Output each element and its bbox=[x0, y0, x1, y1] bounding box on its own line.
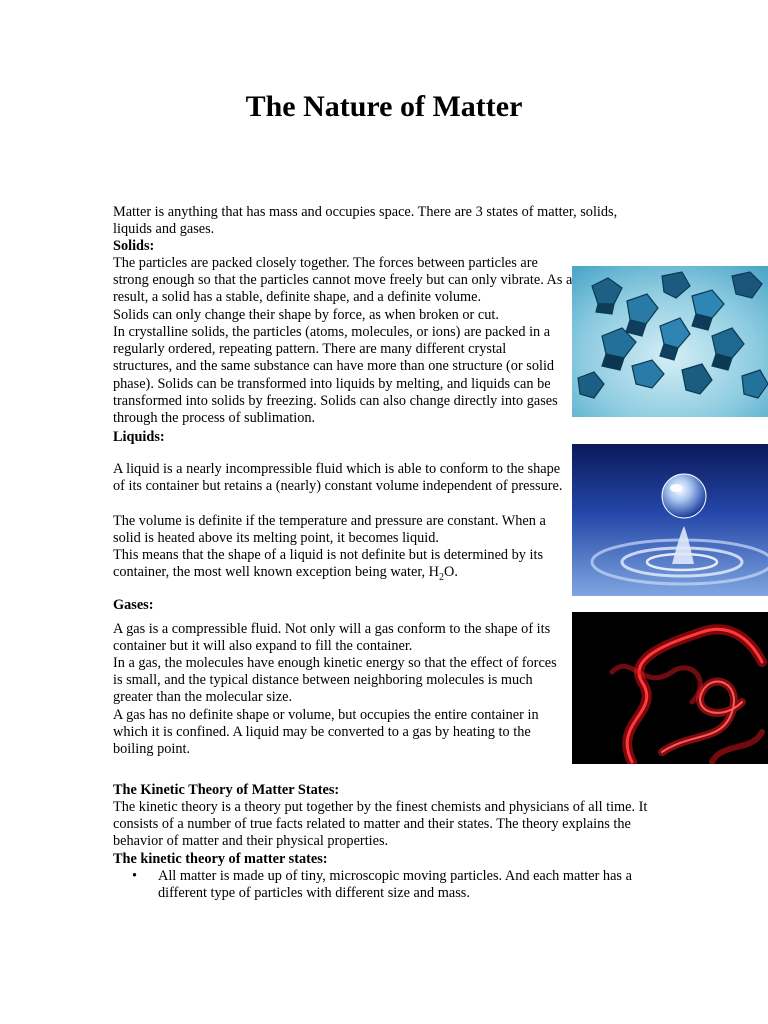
gases-paragraph-1: A gas is a compressible fluid. Not only will a gas conform to the shape of its container but it will also expand to fill the container. bbox=[113, 621, 551, 655]
red-smoke-photo bbox=[572, 612, 768, 764]
solids-paragraph-3: In crystalline solids, the particles (atoms, molecules, or ions) are packed in a regularly ordered, repeating pattern. There are many different crystal structures, and the same substance can have more than one structure (or solid phase). Solids can be transformed into liquids by melting, and liquids can be transformed into solids by freezing. Solids can also change directly into gases through the process of sublimation. bbox=[113, 324, 558, 427]
solids-paragraph-1: The particles are packed closely together. The forces between particles are strong enough so that the particles cannot move freely but can only vibrate. As a result, a solid has a stable, definite shape, and a definite volume. bbox=[113, 255, 573, 306]
bullet-icon: • bbox=[132, 868, 138, 884]
crystals-photo bbox=[572, 266, 768, 417]
liquids-paragraph-2: The volume is definite if the temperature and pressure are constant. When a solid is heated above its melting point, it becomes liquid. bbox=[113, 513, 546, 547]
water-drop-photo bbox=[572, 444, 768, 596]
kinetic-subheading: The kinetic theory of matter states: bbox=[113, 851, 328, 867]
gases-paragraph-3: A gas has no definite shape or volume, but occupies the entire container in which it is confined. A liquid may be converted to a gas by heating to the boiling point. bbox=[113, 707, 539, 758]
kinetic-paragraph: The kinetic theory is a theory put together by the finest chemists and physicians of all time. It consists of a number of true facts related to matter and their states. The theory explains the behavior of matter and their physical properties. bbox=[113, 799, 648, 850]
liquids-paragraph-3: This means that the shape of a liquid is not definite but is determined by its container, the most well known exception being water, $H_2O$. bbox=[113, 547, 544, 584]
water-drop-illustration bbox=[572, 444, 768, 596]
kinetic-heading: The Kinetic Theory of Matter States: bbox=[113, 782, 340, 798]
gases-paragraph-2: In a gas, the molecules have enough kinetic energy so that the effect of forces is small, and the typical distance between neighboring molecules is much greater than the molecular size. bbox=[113, 655, 557, 706]
page-title: The Nature of Matter bbox=[245, 90, 523, 123]
gases-heading: Gases: bbox=[113, 597, 154, 613]
crystals-illustration bbox=[572, 266, 768, 417]
liquids-paragraph-1: A liquid is a nearly incompressible fluid which is able to conform to the shape of its container but retains a (nearly) constant volume independent of pressure. bbox=[113, 461, 563, 495]
solids-heading: Solids: bbox=[113, 238, 155, 254]
kinetic-bullet-list bbox=[113, 868, 653, 902]
liquids-heading: Liquids: bbox=[113, 429, 165, 445]
intro-paragraph: Matter is anything that has mass and occupies space. There are 3 states of matter, solids, liquids and gases. bbox=[113, 204, 618, 238]
red-smoke-illustration bbox=[572, 612, 768, 764]
solids-paragraph-2: Solids can only change their shape by force, as when broken or cut. bbox=[113, 307, 499, 323]
list-item: • All matter is made up of tiny, microscopic moving particles. And each matter has a different type of particles with different size and mass. bbox=[132, 868, 632, 902]
